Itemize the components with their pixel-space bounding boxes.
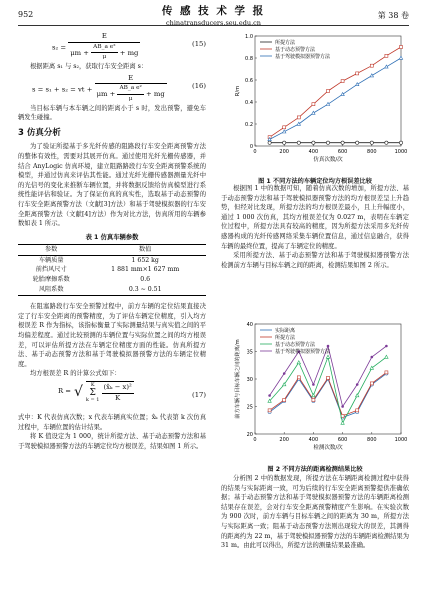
y-tick-label: 0.8 bbox=[245, 55, 253, 62]
table-cell: 风阻系数 bbox=[38, 286, 64, 293]
data-point bbox=[356, 409, 359, 412]
chart-1-svg bbox=[221, 32, 409, 170]
legend-label: 基于动态预警方法 bbox=[275, 341, 316, 348]
eq17-numerator: (x̂ₖ − x)² bbox=[102, 383, 134, 394]
legend-label: 基于驾驶模拟器预警方法 bbox=[275, 348, 331, 355]
eq15-fraction bbox=[68, 32, 140, 63]
table-cell: 车辆质量 bbox=[38, 256, 64, 264]
paragraph-fig1-analysis: 根据图 1 中的数据可知，随着仿真次数的增加，所提方法、基于动态预警方法和基于驾驶模拟器预警方法的均方根误差呈上升趋势，但经对比发现，所提方法的均方根误差最小，且上升幅度小，通过 1 000 次仿真，其均方根误差仅为 0.027 m，表明在车辆定位过程中，所提方法具有较高的精度，因为所提方法采用多光纤传感器构成的光纤传感网络采集车辆位置信息，通过信息融合，获得车辆的最终位置，提高了车辆定位的精度。 bbox=[221, 185, 409, 250]
right-column-upper bbox=[221, 184, 409, 270]
eq16-fraction bbox=[95, 74, 167, 105]
data-point bbox=[356, 383, 359, 386]
y-axis-label: R/m bbox=[235, 85, 241, 97]
data-point bbox=[297, 376, 300, 379]
data-point bbox=[326, 102, 329, 105]
series-line bbox=[270, 47, 401, 137]
data-point bbox=[327, 345, 330, 348]
figure-1-caption: 图 1 不同方法的车辆定位均方根误差比较 bbox=[258, 178, 372, 185]
paragraph-rmse-intro: 在阻塞路段行车安全预警过程中，前方车辆的定位结果直接决定了行车安全距离的预警精度，为了评估车辆定位精度，引入均方根误差 R 作为指标，该指标衡量了实际测量结果与真实值之间的平均偏差程度。通过比较预测的车辆位置与实际位置之间的均方根误差，可以评估所提方法在车辆定位精度方面的性能。仿真所提方法、基于动态预警方法和基于驾驶模拟器预警方法的车辆定位精度。 bbox=[18, 303, 206, 368]
page-number: 952 bbox=[18, 10, 34, 19]
table-cell: 前挡风尺寸 bbox=[35, 266, 67, 274]
data-point bbox=[283, 130, 286, 133]
x-axis-label: 检测次数/次 bbox=[313, 445, 343, 451]
data-point bbox=[297, 116, 300, 119]
journal-header bbox=[0, 3, 427, 27]
data-point bbox=[385, 54, 388, 57]
x-tick-label: 1000 bbox=[394, 437, 408, 443]
eq16-inner-num: AB_a e² bbox=[117, 84, 143, 95]
data-point bbox=[283, 398, 286, 401]
x-tick-label: 200 bbox=[279, 149, 289, 155]
eq15-inner-num: AB_a e² bbox=[91, 43, 117, 54]
table-1 bbox=[18, 244, 206, 296]
y-tick-label: 0.6 bbox=[245, 77, 253, 84]
series-line bbox=[270, 58, 401, 139]
data-point bbox=[283, 126, 286, 129]
y-tick-label: 0 bbox=[249, 143, 253, 150]
data-point bbox=[326, 355, 329, 358]
eq17-lhs: R = bbox=[58, 387, 71, 396]
sqrt-sign: √ bbox=[73, 384, 83, 401]
data-point bbox=[297, 361, 300, 364]
eq16-inner-fraction bbox=[117, 84, 143, 104]
eq16-numerator: E bbox=[95, 74, 167, 85]
data-point bbox=[356, 141, 359, 144]
section-3-heading: 3 仿真分析 bbox=[18, 127, 61, 138]
table-header-row bbox=[18, 245, 206, 256]
data-point bbox=[312, 383, 315, 386]
eq17-fraction bbox=[102, 383, 134, 403]
left-column bbox=[18, 32, 206, 451]
legend-label: 所提方法 bbox=[275, 334, 296, 341]
x-tick-label: 400 bbox=[308, 437, 319, 443]
paragraph-fig2-analysis: 分析图 2 中的数据发现，所提方法在车辆距离检测过程中获得的结果与实际距离一致，可为后续的行车安全距离预警提供准确依据；基于动态预警方法和基于驾驶模拟器预警方法的车辆距离检测结果存在误差，会对行车安全距离预警精度产生影响。在实验次数为 900 次时，前方车辆与目标车辆之间的距离为 30 m，所提方法与实际距离一致；阻基于动态预警方法则出现较大的误差，其测得的距离约为 22 m，基于驾驶模拟器预警方法的车辆距离检测结果为 31 m。由此可以得出，所提方法的测量结果最准确。 bbox=[221, 475, 410, 550]
data-point bbox=[341, 80, 344, 83]
eq16-den-pre: μm + bbox=[96, 90, 118, 99]
data-point bbox=[341, 405, 344, 408]
table-row bbox=[18, 276, 206, 286]
journal-title: 传 感 技 术 学 报 bbox=[161, 5, 266, 17]
eq17-radicand bbox=[86, 381, 134, 403]
table-header-param: 参数 bbox=[45, 245, 58, 253]
paragraph-sim-setup: 为了验证所提基于多光纤传感的阻路段行车安全距离预警方法的整体有效性，需要对其展开仿真。通过使用光纤光栅传感器，并结合 AnyLogic 仿真环境，建立阻路路段行车安全距离预警系统的模型，并通过仿真来评估其性能。通过光纤光栅传感器测量光纤中的光信号的变化来推断车辆位置，并将数据反馈给仿真模型进行系统性能评估和验证。为了保证仿真的真实性，选取基于动态预警的行车安全距离预警方法（文献[3]方法）和基于驾驶模拟器的行车安全距离预警方法（文献[4]方法）作为对比方法，仿真所用的车辆参数如表 1 所示。 bbox=[18, 143, 206, 228]
right-column-lower bbox=[221, 474, 409, 551]
data-point bbox=[399, 141, 402, 144]
data-point bbox=[371, 356, 374, 359]
equation-17 bbox=[18, 379, 206, 413]
data-point bbox=[283, 372, 286, 375]
eq17-sum bbox=[86, 383, 100, 403]
legend-label: 所提方法 bbox=[275, 39, 296, 46]
data-point bbox=[356, 394, 359, 397]
table-cell: 0.3 ~ 0.51 bbox=[128, 286, 162, 293]
sigma-sign: Σ bbox=[89, 387, 96, 398]
data-point bbox=[370, 64, 373, 67]
data-point bbox=[327, 90, 330, 93]
legend-label: 基于驾驶模拟器预警方法 bbox=[275, 53, 331, 60]
eq15-label: (15) bbox=[192, 40, 206, 48]
header-rule bbox=[18, 25, 409, 26]
data-point bbox=[312, 111, 315, 114]
data-point bbox=[385, 141, 388, 144]
x-tick-label: 200 bbox=[279, 437, 289, 443]
data-point bbox=[385, 371, 388, 374]
eq17-label: (17) bbox=[192, 391, 206, 400]
x-tick-label: 800 bbox=[367, 149, 377, 155]
data-point bbox=[341, 141, 344, 144]
eq15-numerator: E bbox=[68, 32, 140, 43]
table-header-value: 数值 bbox=[139, 245, 152, 253]
data-point bbox=[370, 382, 373, 385]
eq17-denominator: K bbox=[115, 393, 121, 402]
data-point bbox=[283, 141, 286, 144]
x-tick-label: 400 bbox=[308, 149, 319, 155]
text-distance: 根据距离 s₁ 与 s₂，获取行车安全距离 s： bbox=[30, 63, 148, 70]
x-tick-label: 1000 bbox=[394, 149, 408, 155]
table-row bbox=[18, 266, 206, 276]
data-point bbox=[400, 46, 403, 49]
text-warning: 当目标车辆与本车辆之间的距离小于 s 时，发出预警，避免车辆发生碰撞。 bbox=[18, 104, 206, 122]
x-tick-label: 600 bbox=[337, 437, 348, 443]
x-tick-label: 800 bbox=[367, 437, 377, 443]
volume-label: 第 38 卷 bbox=[377, 11, 409, 20]
table-cell: 0.6 bbox=[140, 276, 151, 284]
eq16-denominator bbox=[95, 84, 167, 104]
journal-url[interactable]: chinatransducers.seu.edu.cn bbox=[166, 19, 261, 27]
table-cell: 1 881 mm×1 627 mm bbox=[111, 266, 180, 274]
data-point bbox=[312, 394, 315, 397]
y-tick-label: 35 bbox=[246, 349, 253, 356]
eq17-sum-bottom: k = 1 bbox=[85, 396, 100, 403]
eq16-expr: s = s₁ + s₂ = vt + bbox=[32, 84, 93, 93]
data-point bbox=[326, 141, 329, 144]
eq15-inner-den: μ bbox=[102, 54, 107, 61]
eq16-den-post: + mg bbox=[143, 90, 165, 99]
eq15-den-post: + mg bbox=[117, 48, 139, 57]
data-point bbox=[356, 72, 359, 75]
table-row bbox=[18, 256, 206, 266]
table-1-caption: 表 1 仿真车辆参数 bbox=[85, 233, 139, 241]
y-axis-label: 前方车辆与目标车辆之间的距离/m bbox=[235, 339, 241, 419]
data-point bbox=[268, 141, 271, 144]
eq15-denominator bbox=[68, 43, 140, 63]
data-point bbox=[312, 141, 315, 144]
table-cell: 1 652 kg bbox=[131, 256, 159, 264]
legend-label: 实际距离 bbox=[275, 327, 296, 334]
table-cell: 轮胎摩擦系数 bbox=[32, 276, 70, 284]
data-point bbox=[370, 74, 373, 77]
eq16-inner-den: μ bbox=[128, 95, 133, 102]
y-tick-label: 1.0 bbox=[245, 33, 253, 40]
data-point bbox=[341, 93, 344, 96]
legend-label: 基于动态预警方法 bbox=[275, 46, 316, 53]
x-tick-label: 0 bbox=[253, 149, 257, 155]
y-tick-label: 20 bbox=[246, 431, 253, 438]
eq16-label: (16) bbox=[192, 81, 206, 90]
paragraph-fig2-intro: 采用所提方法、基于动态预警方法和基于驾驶模拟器预警方法检测前方车辆与目标车辆之间的距离，检测结果如图 2 所示。 bbox=[221, 252, 409, 269]
figure-2 bbox=[221, 320, 409, 473]
paragraph-rmse-definition: 式中：K 代表仿真次数；x 代表车辆真实位置；x̂ₖ 代表第 k 次仿真过程中，车辆位置的估计结果。 bbox=[18, 414, 206, 431]
chart-2-svg bbox=[221, 320, 409, 458]
data-point bbox=[385, 65, 388, 68]
x-tick-label: 600 bbox=[337, 149, 348, 155]
y-tick-label: 25 bbox=[246, 404, 253, 411]
y-tick-label: 40 bbox=[246, 321, 253, 328]
data-point bbox=[268, 409, 271, 412]
x-axis-label: 仿真次数/次 bbox=[313, 157, 343, 163]
paragraph-rmse-formula-intro: 均方根误差 R 的计算公式如下： bbox=[30, 370, 121, 378]
x-tick-label: 0 bbox=[253, 437, 257, 443]
y-tick-label: 0.2 bbox=[245, 121, 253, 128]
eq15-den-pre: μm + bbox=[70, 48, 92, 57]
data-point bbox=[399, 56, 402, 59]
data-point bbox=[370, 141, 373, 144]
eq15-lhs: s₂ = bbox=[52, 43, 67, 52]
y-tick-label: 0.4 bbox=[245, 99, 253, 106]
equation-15 bbox=[18, 32, 206, 61]
data-point bbox=[341, 421, 344, 424]
data-point bbox=[312, 398, 315, 401]
eq17-sum-top: K bbox=[90, 382, 95, 389]
data-point bbox=[312, 103, 315, 106]
data-point bbox=[385, 355, 388, 358]
data-point bbox=[327, 376, 330, 379]
data-point bbox=[297, 141, 300, 144]
paragraph-rmse-result: 将 K 值设定为 1 000，统计所提方法、基于动态预警方法和基于驾驶模拟器预警方法的车辆定位均方根误差，结果如图 1 所示。 bbox=[18, 433, 206, 450]
figure-1 bbox=[221, 32, 409, 185]
table-row bbox=[18, 286, 206, 296]
equation-16 bbox=[18, 74, 206, 100]
data-point bbox=[385, 345, 388, 348]
eq15-inner-fraction bbox=[91, 43, 117, 63]
data-point bbox=[268, 394, 271, 397]
data-point bbox=[356, 83, 359, 86]
y-tick-label: 30 bbox=[246, 376, 253, 383]
figure-2-caption: 图 2 不同方法的距离检测结果比较 bbox=[267, 466, 363, 473]
